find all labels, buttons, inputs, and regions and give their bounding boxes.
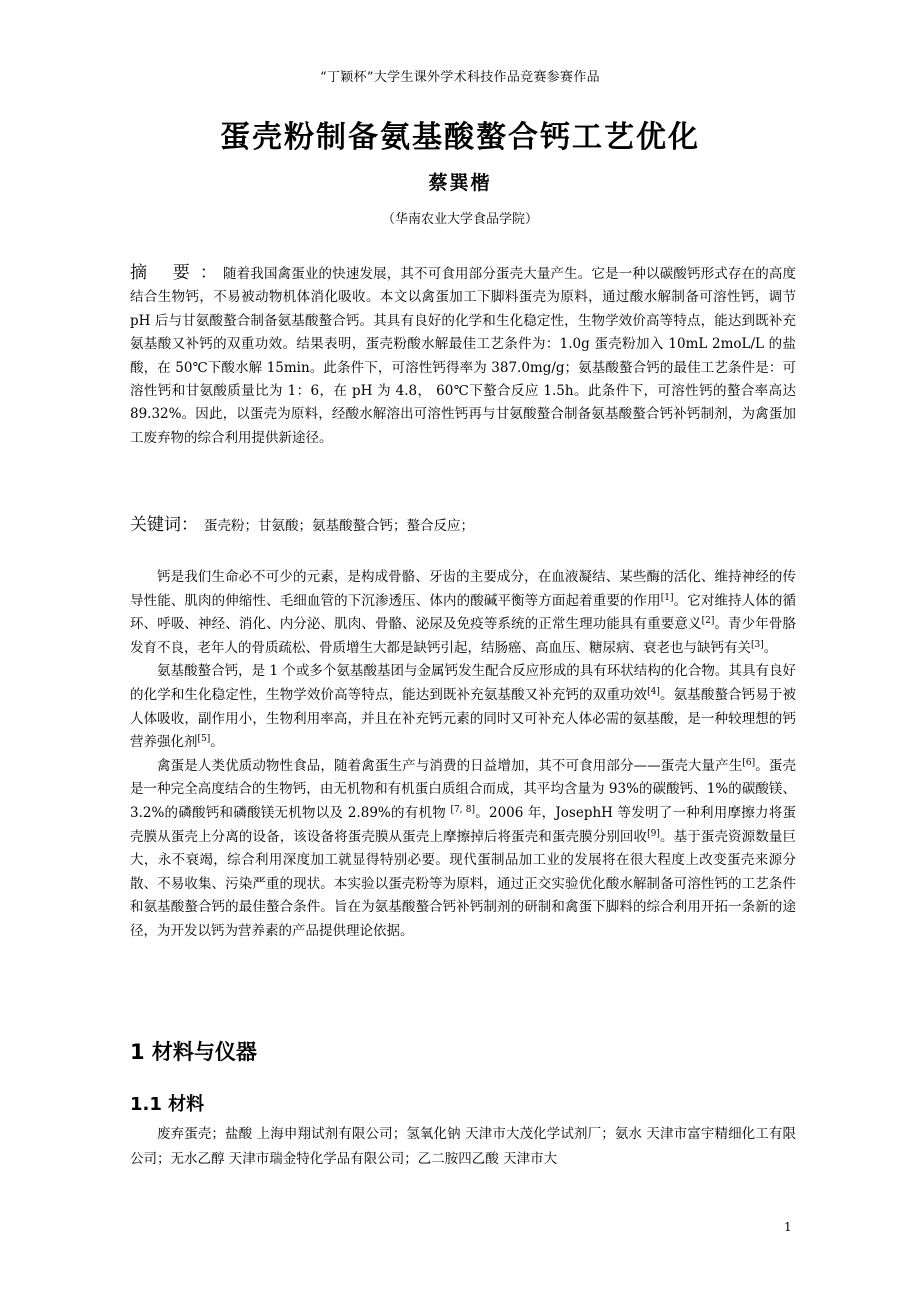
citation: [3] bbox=[751, 639, 764, 650]
page-number: 1 bbox=[784, 1220, 792, 1234]
materials-section bbox=[130, 1122, 796, 1172]
paper-title: 蛋壳粉制备氨基酸螯合钙工艺优化 bbox=[220, 120, 700, 155]
subsection-heading: 1.1 材料 bbox=[130, 1094, 205, 1115]
paragraph-3 bbox=[130, 755, 796, 944]
abstract-text: 随着我国禽蛋业的快速发展，其不可食用部分蛋壳大量产生。它是一种以碳酸钙形式存在的高度结合生物钙，不易被动物机体消化吸收。本文以禽蛋加工下脚料蛋壳为原料，通过酸水解制备可溶性钙，调节 pH 后与甘氨酸螯合制备氨基酸螯合钙。其具有良好的化学和生化稳定性，生物学效价高等特点，能达到既补充氨基酸又补钙的双重功效。结果表明，蛋壳粉酸水解最佳工艺条件为：1.0g 蛋壳粉加入 10mL 2moL/L 的盐酸，在 50℃下酸水解 15min。此条件下，可溶性钙得率为 387.0mg/g；氨基酸螯合钙的最佳工艺条件是：可溶性钙和甘氨酸质量比为 1：6，在 pH 为 4.8， 60℃下螯合反应 1.5h。此条件下，可溶性钙的螯合率高达89.32%。因此，以蛋壳为原料，经酸水解溶出可溶性钙再与甘氨酸螯合制备氨基酸螯合钙补钙制剂，为禽蛋加工废弃物的综合利用提供新途径。 bbox=[130, 266, 797, 446]
paragraph-text: 。 bbox=[763, 639, 778, 656]
paragraph-text: 。氨基酸螯合钙易于被人体吸收，副作用小，生物利用率高，并且在补充钙元素的同时又可补充人体必需的氨基酸，是一种较理想的钙营养强化剂 bbox=[130, 686, 796, 751]
keywords bbox=[130, 510, 796, 535]
citation: [5] bbox=[197, 734, 211, 745]
paragraph-text: 。2006 年，JosephH 等发明了一种利用摩擦力将蛋壳膜从蛋壳上分离的设备，该设备将蛋壳膜从蛋壳上摩擦掉后将蛋壳和蛋壳膜分别回收 bbox=[130, 804, 796, 845]
citation: [4] bbox=[647, 686, 660, 697]
paragraph-text: 。基于蛋壳资源数量巨大，永不衰竭，综合利用深度加工就显得特别必要。现代蛋制品加工业的发展将在很大程度上改变蛋壳来源分散、不易收集、污染严重的现状。本实验以蛋壳粉等为原料，通过正交实验优化酸水解制备可溶性钙的工艺条件和氨基酸螯合钙的最佳螯合条件。旨在为氨基酸螯合钙补钙制剂的研制和禽蛋下脚料的综合利用开拓一条新的途径，为开发以钙为营养素的产品提供理论依据。 bbox=[130, 828, 796, 939]
citation: [2] bbox=[701, 616, 715, 627]
paragraph-text: 禽蛋是人类优质动物性食品，随着禽蛋生产与消费的日益增加，其不可食用部分——蛋壳大量产生 bbox=[157, 757, 743, 774]
paragraph-text: 。它对维持人体的循环、呼吸、神经、消化、内分泌、肌肉、骨骼、泌尿及免疫等系统的正常生理功能具有重要意义 bbox=[130, 592, 796, 633]
keywords-text: 蛋壳粉；甘氨酸；氨基酸螯合钙；螯合反应； bbox=[204, 518, 474, 534]
paragraph-1 bbox=[130, 566, 796, 660]
paragraph-2 bbox=[130, 660, 796, 754]
introduction-body bbox=[130, 566, 796, 944]
materials-paragraph: 废弃蛋壳；盐酸 上海申翔试剂有限公司；氢氧化钠 天津市大茂化学试剂厂；氨水 天津市富宇精细化工有限公司；无水乙醇 天津市瑞金特化学品有限公司；乙二胺四乙酸 天津市大 bbox=[130, 1126, 796, 1167]
running-header: “丁颖杯”大学生课外学术科技作品竞赛参赛作品 bbox=[320, 70, 600, 85]
section-heading: 1 材料与仪器 bbox=[130, 1040, 257, 1064]
author-name: 蔡巽楷 bbox=[428, 172, 492, 194]
citation: [9] bbox=[647, 828, 660, 839]
paragraph-text: 。蛋壳是一种完全高度结合的生物钙，由无机物和有机蛋白质组合而成，其平均含量为 93%的碳酸钙、1%的碳酸镁、3.2%的磷酸钙和磷酸镁无机物以及 2.89%的有机物 bbox=[130, 757, 797, 821]
paragraph-text: 钙是我们生命必不可少的元素，是构成骨骼、牙齿的主要成分，在血液凝结、某些酶的活化、维持神经的传导性能、肌肉的伸缩性、毛细血管的下沉渗透压、体内的酸碱平衡等方面起着重要的作用 bbox=[130, 569, 796, 609]
paragraph-text: 。 bbox=[210, 734, 224, 751]
citation: [1] bbox=[660, 592, 674, 603]
citation: [6] bbox=[742, 757, 756, 768]
abstract bbox=[130, 262, 796, 450]
paragraph-text: 氨基酸螯合钙，是 1 个或多个氨基酸基团与金属钙发生配合反应形成的具有环状结构的化合物。其具有良好的化学和生化稳定性，生物学效价高等特点，能达到既补充氨基酸又补充钙的双重功效 bbox=[130, 663, 796, 703]
keywords-label: 关键词： bbox=[130, 515, 198, 535]
abstract-label: 摘 要： bbox=[130, 263, 227, 283]
author-affiliation: （华南农业大学食品学院） bbox=[381, 212, 538, 227]
citation: [7, 8] bbox=[450, 804, 475, 815]
paragraph-text: 。青少年骨胳发育不良，老年人的骨质疏松、骨质增生大都是缺钙引起，结肠癌、高血压、糖尿病、衰老也与缺钙有关 bbox=[130, 616, 796, 656]
